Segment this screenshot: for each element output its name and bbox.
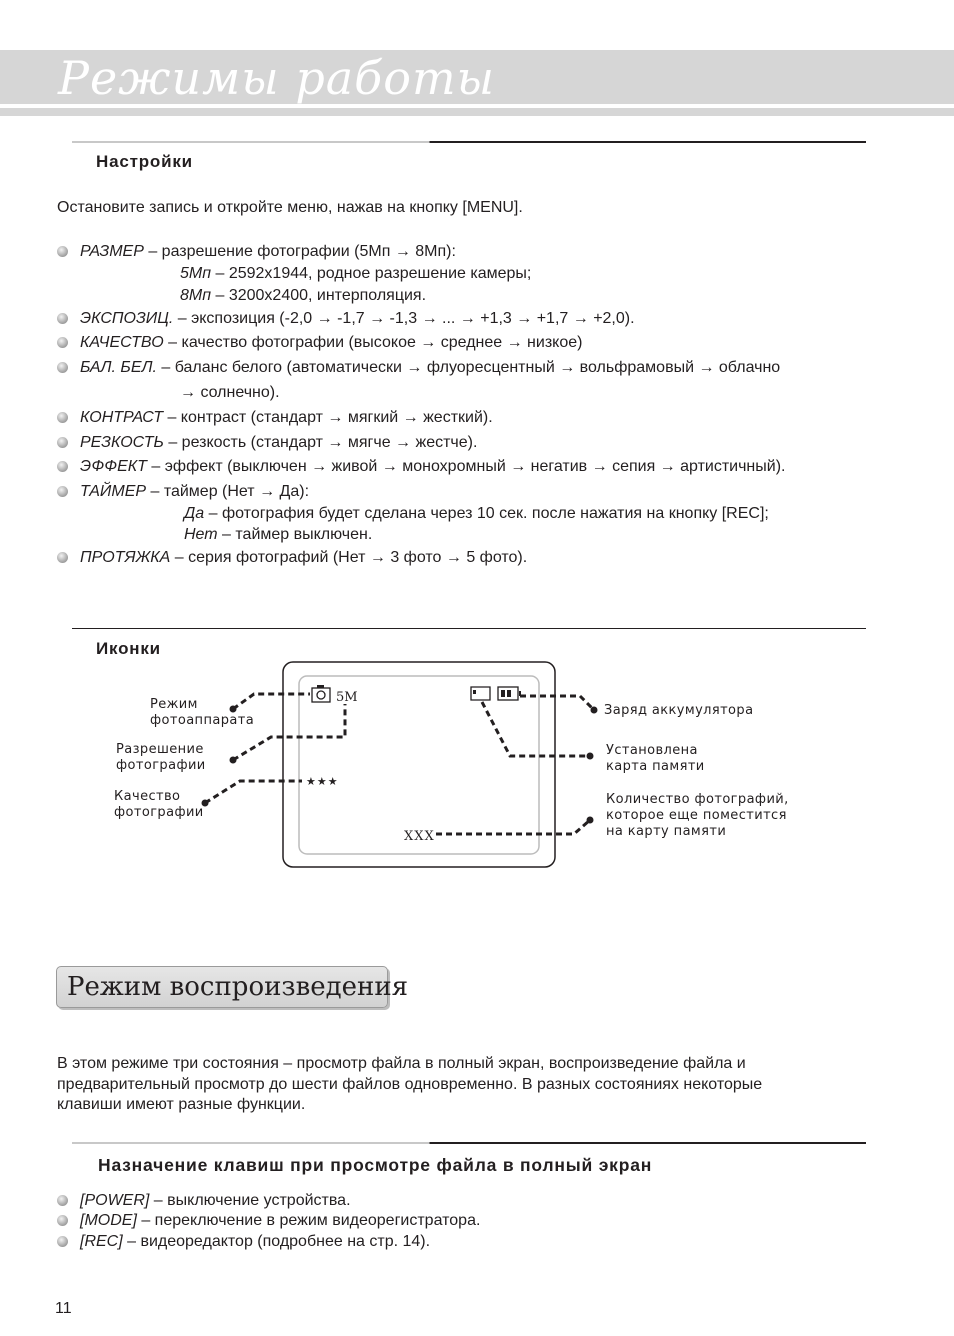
label-memory-card bbox=[606, 743, 705, 775]
item-key: КОНТРАСТ bbox=[80, 409, 164, 426]
item-key: РАЗМЕР bbox=[80, 243, 144, 260]
list-item bbox=[80, 333, 582, 353]
item-text: – 2592х1944, родное разрешение камеры; bbox=[211, 265, 532, 282]
label-line: на карту памяти bbox=[606, 824, 727, 839]
item-text: – фотография будет сделана через 10 сек. после нажатия на кнопку [REC]; bbox=[204, 505, 769, 522]
bullet-icon bbox=[57, 1215, 68, 1226]
label-line: Заряд аккумулятора bbox=[604, 703, 754, 718]
list-item bbox=[80, 1191, 351, 1211]
item-key: ПРОТЯЖКА bbox=[80, 549, 171, 566]
item-key: 8Мп bbox=[180, 287, 212, 304]
item-key: Нет bbox=[184, 526, 218, 543]
item-text: – эффект (выключен → живой → монохромный → негатив → сепия → артистичный). bbox=[146, 458, 786, 475]
label-quality bbox=[114, 789, 204, 821]
header-underline bbox=[0, 108, 954, 116]
item-text: – серия фотографий (Нет → 3 фото → 5 фото). bbox=[170, 549, 528, 566]
icons-heading: Иконки bbox=[96, 639, 161, 658]
paragraph-line: В этом режиме три состояния – просмотр файла в полный экран, воспроизведение файла и bbox=[57, 1055, 746, 1072]
label-line: Количество фотографий, bbox=[606, 792, 789, 807]
item-text: – 3200х2400, интерполяция. bbox=[211, 287, 427, 304]
list-item-continuation: → солнечно). bbox=[180, 384, 280, 401]
list-item bbox=[80, 242, 456, 262]
bullet-icon bbox=[57, 246, 68, 257]
item-key: [REC] bbox=[80, 1233, 123, 1250]
list-item bbox=[80, 1211, 480, 1231]
item-text: – переключение в режим видеорегистратора. bbox=[136, 1212, 481, 1229]
item-text: – таймер (Нет → Да): bbox=[146, 483, 310, 500]
item-text: – контраст (стандарт → мягкий → жесткий). bbox=[163, 409, 493, 426]
list-item bbox=[80, 408, 493, 428]
settings-intro: Остановите запись и откройте меню, нажав на кнопку [MENU]. bbox=[57, 199, 523, 216]
item-text: – экспозиция (-2,0 → -1,7 → -1,3 → ... → +1,3 → +1,7 → +2,0). bbox=[173, 310, 635, 327]
settings-heading: Настройки bbox=[96, 152, 193, 171]
list-subitem bbox=[180, 286, 426, 306]
label-battery bbox=[604, 703, 753, 719]
bullet-icon bbox=[57, 1195, 68, 1206]
item-text: – таймер выключен. bbox=[217, 526, 373, 543]
item-text: – разрешение фотографии (5Мп → 8Мп): bbox=[143, 243, 456, 260]
item-key: Да bbox=[184, 505, 205, 522]
label-line: фотографии bbox=[116, 758, 206, 773]
page-number: 11 bbox=[55, 1300, 72, 1317]
section-divider bbox=[72, 628, 866, 629]
list-item bbox=[80, 433, 477, 453]
label-line: карта памяти bbox=[606, 759, 705, 774]
bullet-icon bbox=[57, 552, 68, 563]
page-title: Режимы работы bbox=[58, 51, 496, 105]
bullet-icon bbox=[57, 362, 68, 373]
label-resolution bbox=[116, 742, 206, 774]
bullet-icon bbox=[57, 486, 68, 497]
paragraph-line: клавиши имеют разные функции. bbox=[57, 1096, 306, 1113]
label-camera-mode bbox=[150, 697, 254, 729]
item-key: [MODE] bbox=[80, 1212, 137, 1229]
item-key: 5Мп bbox=[180, 265, 212, 282]
list-subitem bbox=[180, 264, 531, 284]
paragraph-line: предварительный просмотр до шести файлов одновременно. В разных состояниях некоторые bbox=[57, 1075, 763, 1093]
list-item bbox=[80, 548, 527, 568]
list-item bbox=[80, 457, 785, 477]
list-subitem bbox=[184, 504, 769, 524]
label-line: Качество bbox=[114, 789, 181, 804]
item-key: БАЛ. БЕЛ. bbox=[80, 359, 157, 376]
item-text: – качество фотографии (высокое → среднее → низкое) bbox=[163, 334, 583, 351]
playback-title: Режим воспроизведения bbox=[67, 972, 409, 1002]
item-key: РЕЗКОСТЬ bbox=[80, 434, 164, 451]
bullet-icon bbox=[57, 1236, 68, 1247]
label-remaining bbox=[606, 792, 789, 840]
label-line: Разрешение bbox=[116, 742, 204, 757]
label-line: Установлена bbox=[606, 743, 698, 758]
bullet-icon bbox=[57, 461, 68, 472]
playback-intro bbox=[57, 1054, 762, 1116]
item-key: КАЧЕСТВО bbox=[80, 334, 164, 351]
item-text: – баланс белого (автоматически → флуоресцентный → вольфрамовый → облачно bbox=[156, 359, 781, 376]
list-subitem bbox=[184, 525, 372, 545]
bullet-icon bbox=[57, 412, 68, 423]
bullet-icon bbox=[57, 337, 68, 348]
item-key: ЭКСПОЗИЦ. bbox=[80, 310, 174, 327]
list-item bbox=[80, 358, 780, 378]
item-text: – выключение устройства. bbox=[149, 1192, 351, 1209]
item-key: [POWER] bbox=[80, 1192, 150, 1209]
section-divider bbox=[72, 141, 866, 143]
item-key: ТАЙМЕР bbox=[80, 483, 147, 500]
count-indicator: XXX bbox=[404, 829, 435, 844]
item-text: – резкость (стандарт → мягче → жестче). bbox=[163, 434, 478, 451]
resolution-indicator: 5M bbox=[336, 690, 358, 705]
item-key: ЭФФЕКТ bbox=[80, 458, 147, 475]
list-item bbox=[80, 482, 309, 502]
label-line: фотографии bbox=[114, 805, 204, 820]
label-line: Режим bbox=[150, 697, 198, 712]
bullet-icon bbox=[57, 313, 68, 324]
list-item bbox=[80, 1232, 430, 1252]
keys-heading: Назначение клавиш при просмотре файла в полный экран bbox=[98, 1155, 653, 1175]
label-line: которое еще поместится bbox=[606, 808, 787, 823]
quality-indicator: ★★★ bbox=[306, 775, 339, 788]
list-item bbox=[80, 309, 635, 329]
bullet-icon bbox=[57, 437, 68, 448]
section-divider bbox=[72, 1142, 866, 1144]
label-line: фотоаппарата bbox=[150, 713, 255, 728]
item-text: – видеоредактор (подробнее на стр. 14). bbox=[122, 1233, 431, 1250]
